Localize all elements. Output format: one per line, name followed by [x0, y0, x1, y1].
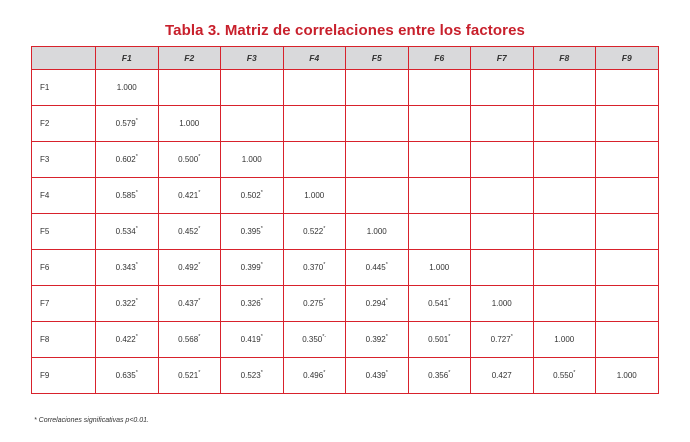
column-header-f3: F3 — [221, 47, 284, 70]
correlation-cell — [283, 70, 346, 106]
correlation-value: 1.000 — [429, 263, 450, 272]
correlation-value: 0.579 — [115, 119, 136, 128]
row-header: F1 — [32, 70, 96, 106]
correlation-value: 0.419 — [240, 335, 261, 344]
correlation-cell — [158, 178, 221, 214]
correlation-cell — [596, 70, 659, 106]
correlation-cell — [221, 106, 284, 142]
correlation-cell — [408, 142, 471, 178]
significance-marker: * — [510, 334, 513, 340]
correlation-cell — [408, 358, 471, 394]
correlation-value: 0.541 — [428, 299, 449, 308]
correlation-cell — [596, 250, 659, 286]
correlation-cell — [346, 286, 409, 322]
correlation-value: 0.275 — [303, 299, 324, 308]
correlation-value: 0.356 — [428, 371, 449, 380]
correlation-value: 0.523 — [240, 371, 261, 380]
correlation-value: 0.492 — [178, 263, 199, 272]
correlation-cell — [346, 70, 409, 106]
significance-marker: * — [323, 370, 326, 376]
row-header: F5 — [32, 214, 96, 250]
correlation-cell — [283, 106, 346, 142]
significance-marker: * — [135, 190, 138, 196]
correlation-cell — [471, 214, 534, 250]
correlation-cell — [346, 250, 409, 286]
table-row — [32, 286, 659, 322]
correlation-cell — [221, 322, 284, 358]
column-header-f4: F4 — [283, 47, 346, 70]
table-row — [32, 142, 659, 178]
correlation-cell — [96, 106, 159, 142]
correlation-cell — [158, 106, 221, 142]
correlation-cell — [596, 358, 659, 394]
correlation-cell — [533, 322, 596, 358]
significance-marker: * — [323, 262, 326, 268]
correlation-value: 0.585 — [115, 191, 136, 200]
correlation-cell — [471, 106, 534, 142]
significance-marker: * — [260, 298, 263, 304]
significance-marker: * — [135, 298, 138, 304]
significance-marker: * — [448, 370, 451, 376]
correlation-cell — [96, 250, 159, 286]
column-header-f6: F6 — [408, 47, 471, 70]
correlation-cell — [96, 322, 159, 358]
correlation-cell — [471, 142, 534, 178]
correlation-value: 1.000 — [304, 191, 325, 200]
significance-marker: * — [385, 298, 388, 304]
significance-marker: * — [323, 298, 326, 304]
table-row — [32, 178, 659, 214]
correlation-cell — [471, 70, 534, 106]
significance-marker: * — [385, 334, 388, 340]
significance-marker: * — [198, 334, 201, 340]
significance-marker: * — [198, 190, 201, 196]
correlation-cell — [408, 250, 471, 286]
correlation-cell — [408, 214, 471, 250]
correlation-value: 0.534 — [115, 227, 136, 236]
correlation-value: 1.000 — [366, 227, 387, 236]
table-row — [32, 106, 659, 142]
correlation-value: 0.399 — [240, 263, 261, 272]
significance-marker: * — [135, 370, 138, 376]
significance-marker: * — [198, 262, 201, 268]
correlation-value: 0.370 — [303, 263, 324, 272]
significance-marker: * — [198, 298, 201, 304]
table-body — [32, 70, 659, 394]
correlation-cell — [471, 322, 534, 358]
correlation-value: 0.427 — [491, 371, 512, 380]
header-row — [32, 47, 659, 70]
column-header-f5: F5 — [346, 47, 409, 70]
correlation-value: 0.437 — [178, 299, 199, 308]
correlation-value: 0.343 — [115, 263, 136, 272]
correlation-cell — [596, 178, 659, 214]
correlation-cell — [96, 142, 159, 178]
correlation-value: 0.439 — [365, 371, 386, 380]
correlation-cell — [96, 358, 159, 394]
correlation-cell — [346, 358, 409, 394]
correlation-value: 1.000 — [179, 119, 200, 128]
correlation-value: 1.000 — [491, 299, 512, 308]
correlation-cell — [596, 286, 659, 322]
correlation-value: 0.326 — [240, 299, 261, 308]
correlation-cell — [533, 286, 596, 322]
correlation-cell — [533, 358, 596, 394]
correlation-cell — [221, 70, 284, 106]
correlation-value: 0.422 — [115, 335, 136, 344]
correlation-value: 1.000 — [241, 155, 262, 164]
correlation-cell — [408, 178, 471, 214]
correlation-value: 0.421 — [178, 191, 199, 200]
correlation-cell — [221, 178, 284, 214]
correlation-value: 0.496 — [303, 371, 324, 380]
column-header-f9: F9 — [596, 47, 659, 70]
significance-marker: * — [260, 370, 263, 376]
correlation-cell — [533, 214, 596, 250]
significance-marker: * — [260, 334, 263, 340]
correlation-cell — [533, 178, 596, 214]
correlation-cell — [221, 214, 284, 250]
correlation-cell — [596, 322, 659, 358]
correlation-cell — [346, 322, 409, 358]
correlation-cell — [408, 106, 471, 142]
correlation-cell — [158, 250, 221, 286]
column-header-f1: F1 — [96, 47, 159, 70]
correlation-cell — [221, 142, 284, 178]
correlation-cell — [408, 322, 471, 358]
correlation-value: 0.501 — [428, 335, 449, 344]
correlation-cell — [221, 286, 284, 322]
correlation-value: 0.500 — [178, 155, 199, 164]
correlation-cell — [283, 286, 346, 322]
significance-marker: * — [323, 226, 326, 232]
correlation-cell — [471, 286, 534, 322]
correlation-cell — [596, 106, 659, 142]
table-row — [32, 250, 659, 286]
correlation-cell — [533, 250, 596, 286]
correlation-cell — [158, 286, 221, 322]
correlation-value: 1.000 — [554, 335, 575, 344]
row-header: F7 — [32, 286, 96, 322]
correlation-value: 0.452 — [178, 227, 199, 236]
correlation-cell — [221, 250, 284, 286]
correlation-cell — [346, 178, 409, 214]
correlation-value: 0.568 — [178, 335, 199, 344]
correlation-cell — [408, 70, 471, 106]
significance-marker: * — [448, 298, 451, 304]
correlation-value: 0.392 — [365, 335, 386, 344]
correlation-cell — [283, 358, 346, 394]
column-header-f2: F2 — [158, 47, 221, 70]
correlation-cell — [471, 358, 534, 394]
significance-marker: * — [573, 370, 576, 376]
correlation-cell — [596, 214, 659, 250]
correlation-cell — [283, 178, 346, 214]
significance-marker: * — [135, 154, 138, 160]
correlation-matrix-table — [31, 46, 659, 394]
table-title: Tabla 3. Matriz de correlaciones entre los factores — [165, 22, 525, 39]
correlation-value: 1.000 — [616, 371, 637, 380]
significance-marker: * — [385, 262, 388, 268]
correlation-value: 0.395 — [240, 227, 261, 236]
correlation-value: 0.550 — [553, 371, 574, 380]
significance-marker: * — [448, 334, 451, 340]
significance-marker: * — [135, 226, 138, 232]
correlation-cell — [158, 358, 221, 394]
correlation-cell — [471, 250, 534, 286]
correlation-cell — [346, 142, 409, 178]
row-header: F3 — [32, 142, 96, 178]
row-header: F8 — [32, 322, 96, 358]
correlation-value: 0.727 — [490, 335, 511, 344]
correlation-cell — [471, 178, 534, 214]
correlation-cell — [96, 178, 159, 214]
correlation-cell — [533, 142, 596, 178]
significance-marker: * — [198, 154, 201, 160]
correlation-cell — [283, 250, 346, 286]
table-row — [32, 214, 659, 250]
table-row — [32, 70, 659, 106]
significance-marker: * — [260, 226, 263, 232]
table-row — [32, 358, 659, 394]
correlation-cell — [283, 214, 346, 250]
correlation-value: 0.522 — [303, 227, 324, 236]
significance-marker: * — [260, 190, 263, 196]
significance-marker: * — [260, 262, 263, 268]
footnote: * Correlaciones significativas p<0.01. — [34, 417, 149, 424]
table-row — [32, 322, 659, 358]
column-header-f7: F7 — [471, 47, 534, 70]
column-header-blank — [32, 47, 96, 70]
correlation-cell — [533, 106, 596, 142]
column-header-f8: F8 — [533, 47, 596, 70]
correlation-cell — [346, 214, 409, 250]
row-header: F6 — [32, 250, 96, 286]
correlation-cell — [221, 358, 284, 394]
significance-marker: *- — [322, 334, 327, 340]
significance-marker: * — [198, 370, 201, 376]
correlation-cell — [408, 286, 471, 322]
correlation-value: 1.000 — [116, 83, 137, 92]
significance-marker: * — [385, 370, 388, 376]
significance-marker: * — [135, 118, 138, 124]
correlation-value: 0.350 — [302, 335, 323, 344]
correlation-value: 0.445 — [365, 263, 386, 272]
correlation-cell — [96, 214, 159, 250]
correlation-cell — [596, 142, 659, 178]
correlation-value: 0.602 — [115, 155, 136, 164]
significance-marker: * — [135, 334, 138, 340]
correlation-cell — [346, 106, 409, 142]
correlation-cell — [283, 142, 346, 178]
row-header: F4 — [32, 178, 96, 214]
correlation-cell — [96, 70, 159, 106]
correlation-value: 0.502 — [240, 191, 261, 200]
significance-marker: * — [135, 262, 138, 268]
row-header: F9 — [32, 358, 96, 394]
correlation-cell — [96, 286, 159, 322]
correlation-value: 0.635 — [115, 371, 136, 380]
correlation-value: 0.322 — [115, 299, 136, 308]
correlation-cell — [533, 70, 596, 106]
significance-marker: * — [198, 226, 201, 232]
correlation-cell — [158, 214, 221, 250]
correlation-cell — [158, 70, 221, 106]
row-header: F2 — [32, 106, 96, 142]
correlation-value: 0.294 — [365, 299, 386, 308]
correlation-cell — [158, 142, 221, 178]
correlation-value: 0.521 — [178, 371, 199, 380]
correlation-cell — [158, 322, 221, 358]
correlation-cell — [283, 322, 346, 358]
